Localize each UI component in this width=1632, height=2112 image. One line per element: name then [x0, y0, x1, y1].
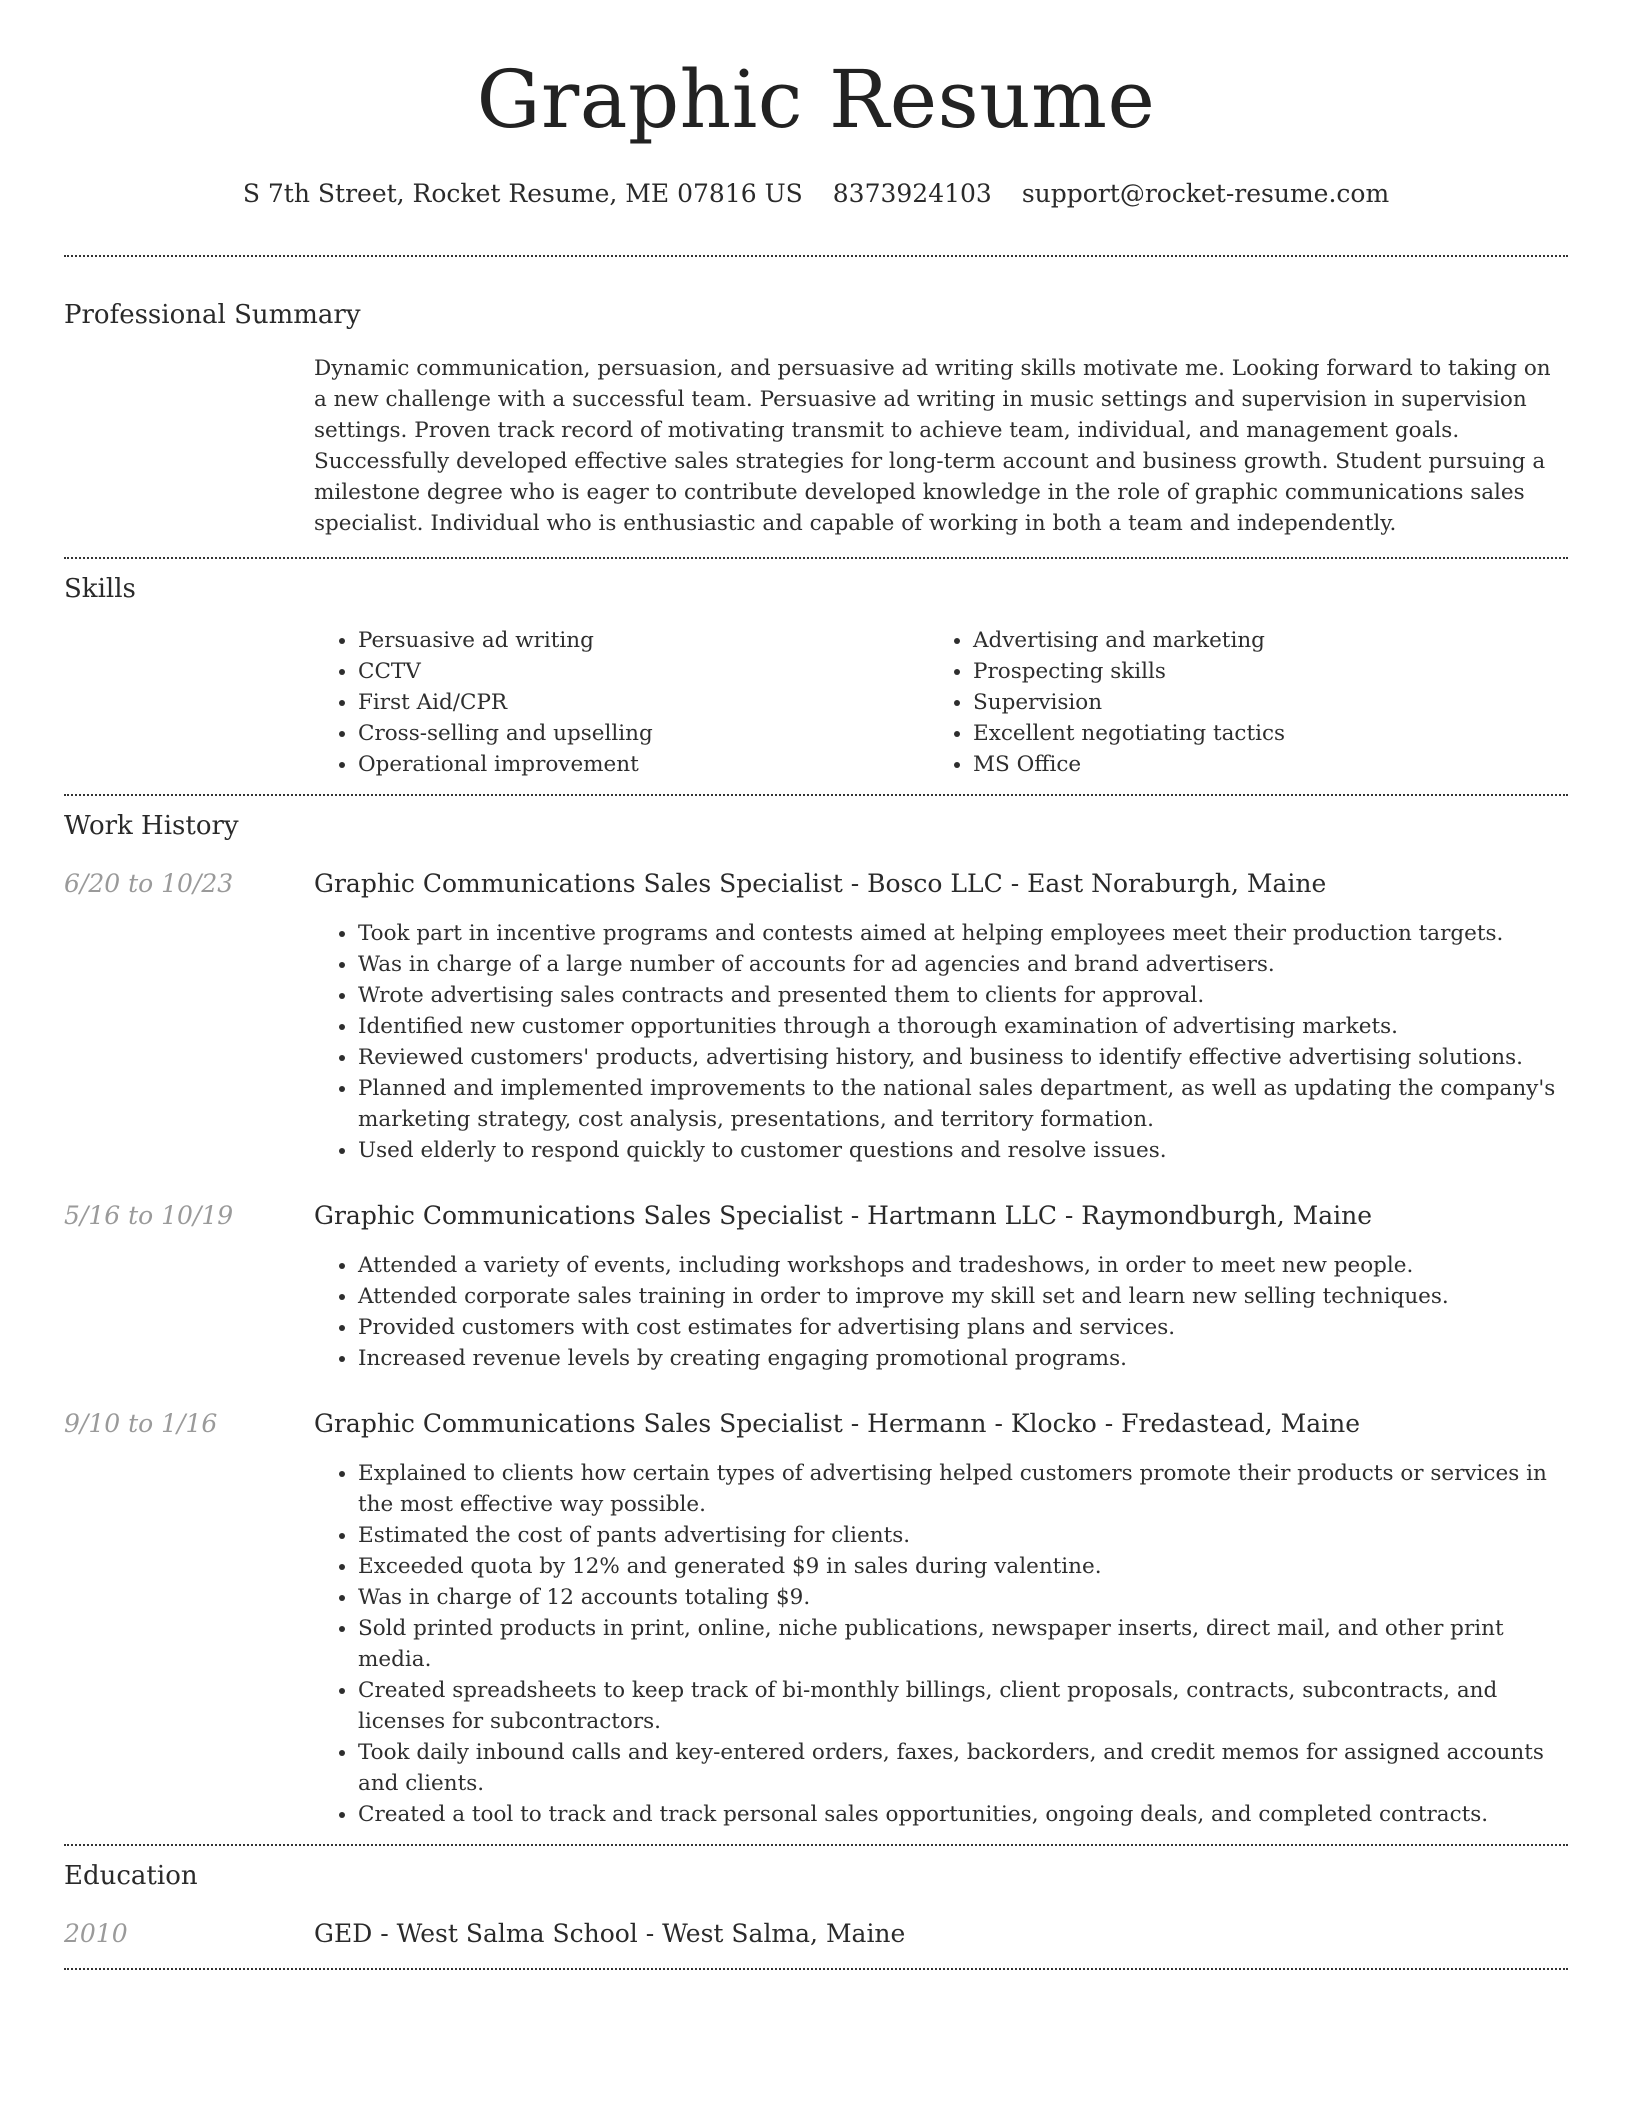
job-bullets [314, 918, 1568, 1166]
divider [64, 1844, 1568, 1846]
job-bullet: • Identified new customer opportunities through a thorough examination of advertising markets. [358, 1011, 1568, 1042]
skill-item: • Persuasive ad writing [358, 625, 929, 656]
job-bullet: • Sold printed products in print, online, niche publications, newspaper inserts, direct mail, and other print media. [358, 1613, 1568, 1675]
job-dates: 6/20 to 10/23 [64, 869, 234, 898]
resume-name: Graphic Resume [476, 53, 1156, 146]
contact-email: support@rocket-resume.com [1021, 179, 1390, 208]
divider [64, 794, 1568, 796]
section-title-education: Education [64, 1861, 198, 1891]
job-bullet: • Created a tool to track and track personal sales opportunities, ongoing deals, and completed contracts. [358, 1799, 1568, 1830]
job-bullet: • Increased revenue levels by creating engaging promotional programs. [358, 1343, 1568, 1374]
job-bullet: • Created spreadsheets to keep track of bi-monthly billings, client proposals, contracts, subcontracts, and licenses for subcontractors. [358, 1675, 1568, 1737]
job-dates: 9/10 to 1/16 [64, 1409, 218, 1438]
job-bullet: • Took daily inbound calls and key-entered orders, faxes, backorders, and credit memos for assigned accounts and clients. [358, 1737, 1568, 1799]
skills-list [314, 625, 1568, 780]
job-bullet: • Explained to clients how certain types of advertising helped customers promote their products or services in the most effective way possible. [358, 1458, 1568, 1520]
job-heading: Graphic Communications Sales Specialist - Hermann - Klocko - Fredastead, Maine [314, 1409, 1361, 1438]
skill-item: • Prospecting skills [973, 656, 1544, 687]
job-heading: Graphic Communications Sales Specialist - Bosco LLC - East Noraburgh, Maine [314, 869, 1327, 898]
skills-column-right [929, 625, 1544, 780]
resume-page [64, 0, 1568, 1970]
skill-item: • MS Office [973, 749, 1544, 780]
job-entry [64, 1200, 1568, 1374]
skill-item: • Supervision [973, 687, 1544, 718]
section-title-summary: Professional Summary [64, 300, 361, 330]
skill-item: • Cross-selling and upselling [358, 718, 929, 749]
skills-column-left [314, 625, 929, 780]
job-bullet: • Provided customers with cost estimates for advertising plans and services. [358, 1312, 1568, 1343]
job-bullet: • Reviewed customers' products, advertising history, and business to identify effective advertising solutions. [358, 1042, 1568, 1073]
section-title-work: Work History [64, 811, 239, 841]
contact-phone: 8373924103 [832, 179, 992, 208]
job-bullet: • Attended a variety of events, including workshops and tradeshows, in order to meet new people. [358, 1250, 1568, 1281]
job-bullet: • Used elderly to respond quickly to customer questions and resolve issues. [358, 1135, 1568, 1166]
skill-item: • Operational improvement [358, 749, 929, 780]
contact-address: S 7th Street, Rocket Resume, ME 07816 US [242, 179, 803, 208]
divider [64, 557, 1568, 559]
contact-line [64, 178, 1568, 210]
job-bullet: • Wrote advertising sales contracts and presented them to clients for approval. [358, 980, 1568, 1011]
divider [64, 1968, 1568, 1970]
divider [64, 255, 1568, 257]
skill-item: • First Aid/CPR [358, 687, 929, 718]
job-bullet: • Was in charge of 12 accounts totaling $9. [358, 1582, 1568, 1613]
job-bullet: • Exceeded quota by 12% and generated $9 in sales during valentine. [358, 1551, 1568, 1582]
job-entry [64, 868, 1568, 1166]
job-entry [64, 1408, 1568, 1830]
education-year: 2010 [64, 1919, 128, 1948]
education-heading: GED - West Salma School - West Salma, Maine [314, 1919, 906, 1948]
skill-item: • Excellent negotiating tactics [973, 718, 1544, 749]
section-title-skills: Skills [64, 574, 136, 604]
summary-text: Dynamic communication, persuasion, and persuasive ad writing skills motivate me. Looking forward to taking on a new challenge with a successful team. Persuasive ad writing in music settings and supervision in supervision settings. Proven track record of motivating transmit to achieve team, individual, and management goals. Successfully developed effective sales strategies for long-term account and business growth. Student pursuing a milestone degree who is eager to contribute developed knowledge in the role of graphic communications sales specialist. Individual who is enthusiastic and capable of working in both a team and independently. [314, 356, 1551, 536]
job-bullet: • Took part in incentive programs and contests aimed at helping employees meet their production targets. [358, 918, 1568, 949]
education-entry [64, 1918, 1568, 1950]
skill-item: • Advertising and marketing [973, 625, 1544, 656]
job-bullets [314, 1458, 1568, 1830]
skill-item: • CCTV [358, 656, 929, 687]
job-bullet: • Estimated the cost of pants advertising for clients. [358, 1520, 1568, 1551]
job-dates: 5/16 to 10/19 [64, 1201, 234, 1230]
job-bullet: • Planned and implemented improvements to the national sales department, as well as updating the company's marketing strategy, cost analysis, presentations, and territory formation. [358, 1073, 1568, 1135]
job-bullet: • Was in charge of a large number of accounts for ad agencies and brand advertisers. [358, 949, 1568, 980]
job-bullets [314, 1250, 1568, 1374]
job-heading: Graphic Communications Sales Specialist - Hartmann LLC - Raymondburgh, Maine [314, 1201, 1373, 1230]
job-bullet: • Attended corporate sales training in order to improve my skill set and learn new selling techniques. [358, 1281, 1568, 1312]
